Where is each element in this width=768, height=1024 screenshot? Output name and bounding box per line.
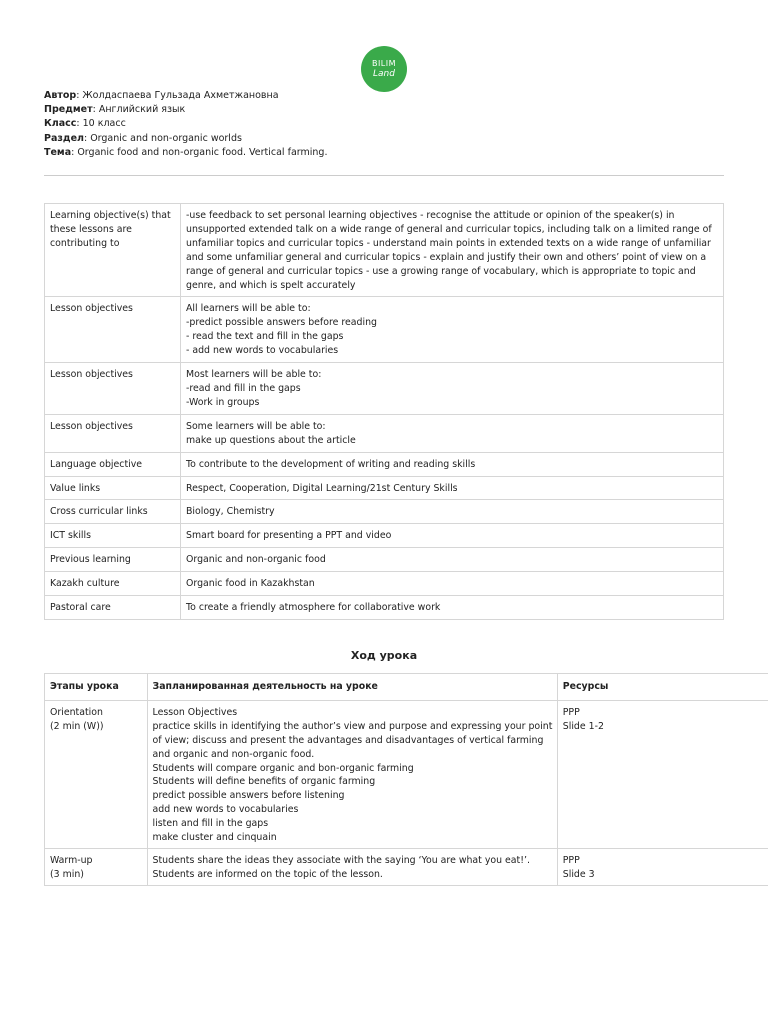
stage-cell [45, 848, 148, 885]
cell-line: PPP [562, 854, 580, 866]
meta-section: Раздел: Organic and non-organic worlds [44, 132, 242, 144]
cell-line: Slide 3 [562, 868, 595, 880]
cell-line: To create a friendly atmosphere for collaborative work [186, 602, 441, 614]
overview-row [45, 414, 724, 452]
cell-line: (3 min) [50, 868, 84, 880]
overview-label: Previous learning [45, 548, 181, 572]
cell-line: Some learners will be able to: [186, 420, 326, 432]
header-resources: Ресурсы [557, 674, 768, 701]
overview-row [45, 548, 724, 572]
bilimland-logo [361, 46, 407, 92]
document-meta [44, 89, 327, 160]
cell-line: Lesson Objectives [152, 706, 238, 718]
cell-line: practice skills in identifying the author’s view and purpose and expressing your point of view; discuss and present the advantages and disadvantages of vertical farming and organic and non-organic food. [152, 720, 553, 760]
overview-row [45, 297, 724, 363]
cell-line: Students share the ideas they associate with the saying ‘You are what you eat!’. [152, 854, 530, 866]
cell-line: Smart board for presenting a PPT and video [186, 530, 392, 542]
overview-row [45, 572, 724, 596]
overview-row [45, 363, 724, 415]
overview-value [181, 596, 724, 620]
lesson-flow-row [45, 700, 768, 848]
cell-line: -predict possible answers before reading [186, 317, 377, 329]
cell-line: Respect, Cooperation, Digital Learning/21st Century Skills [186, 482, 458, 494]
overview-label: Lesson objectives [45, 363, 181, 415]
header-stages: Этапы урока [45, 674, 148, 701]
cell-line: -read and fill in the gaps [186, 382, 301, 394]
cell-line: -use feedback to set personal learning objectives - recognise the attitude or opinion of the speaker(s) in unsupported extended talk on a wide range of general and curricular topics, including talk on a limited range of unfamiliar topics and curricular topics - understand main points in extended texts on a wide range of unfamiliar and some unfamiliar general and curricular topics - explain and justify their own and others’ point of view on a range of general and curricular topics - use a growing range of vocabulary, which is appropriate to topic and genre, and which is spelt accurately [186, 210, 712, 291]
cell-line: listen and fill in the gaps [152, 818, 269, 830]
overview-label: Kazakh culture [45, 572, 181, 596]
overview-label: Language objective [45, 452, 181, 476]
lesson-flow-header-row [45, 674, 768, 701]
header-activity: Запланированная деятельность на уроке [147, 674, 557, 701]
overview-label: Learning objective(s) that these lessons are contributing to [45, 204, 181, 297]
overview-value [181, 572, 724, 596]
stage-cell [45, 700, 148, 848]
logo-line-1: BILIM [371, 59, 397, 68]
overview-row [45, 524, 724, 548]
cell-line: (2 min (W)) [50, 720, 104, 732]
lesson-flow-body [45, 700, 768, 885]
overview-value [181, 204, 724, 297]
cell-line: Orientation [50, 706, 103, 718]
meta-subject: Предмет: Английский язык [44, 104, 186, 116]
cell-line: Organic food in Kazakhstan [186, 578, 315, 590]
overview-value [181, 476, 724, 500]
overview-value [181, 548, 724, 572]
cell-line: To contribute to the development of writing and reading skills [186, 458, 476, 470]
overview-row [45, 452, 724, 476]
overview-value [181, 500, 724, 524]
cell-line: Organic and non-organic food [186, 554, 326, 566]
lesson-flow-title: Ход урока [350, 649, 418, 662]
overview-label: Lesson objectives [45, 414, 181, 452]
overview-row [45, 204, 724, 297]
cell-line: Biology, Chemistry [186, 506, 275, 518]
overview-value [181, 363, 724, 415]
cell-line: Slide 1-2 [562, 720, 604, 732]
lesson-flow-row [45, 848, 768, 885]
logo-line-2: Land [373, 69, 395, 79]
cell-line: Most learners will be able to: [186, 369, 322, 381]
cell-line: make up questions about the article [186, 434, 356, 446]
activity-cell [147, 700, 557, 848]
activity-cell [147, 848, 557, 885]
overview-row [45, 596, 724, 620]
lesson-flow-table [44, 673, 768, 886]
meta-grade: Класс: 10 класс [44, 118, 126, 130]
cell-line: add new words to vocabularies [152, 804, 299, 816]
overview-label: ICT skills [45, 524, 181, 548]
cell-line: PPP [562, 706, 580, 718]
overview-row [45, 476, 724, 500]
resources-cell [557, 848, 768, 885]
meta-topic: Тема: Organic food and non-organic food. Vertical farming. [44, 146, 328, 158]
overview-value [181, 297, 724, 363]
cell-line: Students will compare organic and bon-organic farming [152, 762, 414, 774]
meta-author: Автор: Жолдаспаева Гульзада Ахметжановна [44, 90, 279, 101]
cell-line: make cluster and cinquain [152, 832, 277, 844]
cell-line: predict possible answers before listening [152, 790, 345, 802]
cell-line: Students will define benefits of organic farming [152, 776, 376, 788]
overview-row [45, 500, 724, 524]
cell-line: All learners will be able to: [186, 303, 311, 315]
overview-label: Lesson objectives [45, 297, 181, 363]
cell-line: Warm-up [50, 854, 93, 866]
cell-line: - add new words to vocabularies [186, 345, 339, 357]
cell-line: - read the text and fill in the gaps [186, 331, 344, 343]
divider [44, 175, 724, 176]
overview-label: Value links [45, 476, 181, 500]
overview-value [181, 524, 724, 548]
overview-value [181, 414, 724, 452]
overview-body [45, 204, 724, 620]
cell-line: -Work in groups [186, 396, 260, 408]
resources-cell [557, 700, 768, 848]
overview-label: Pastoral care [45, 596, 181, 620]
lesson-overview-table [44, 203, 724, 620]
overview-value [181, 452, 724, 476]
cell-line: Students are informed on the topic of the lesson. [152, 868, 383, 880]
overview-label: Cross curricular links [45, 500, 181, 524]
